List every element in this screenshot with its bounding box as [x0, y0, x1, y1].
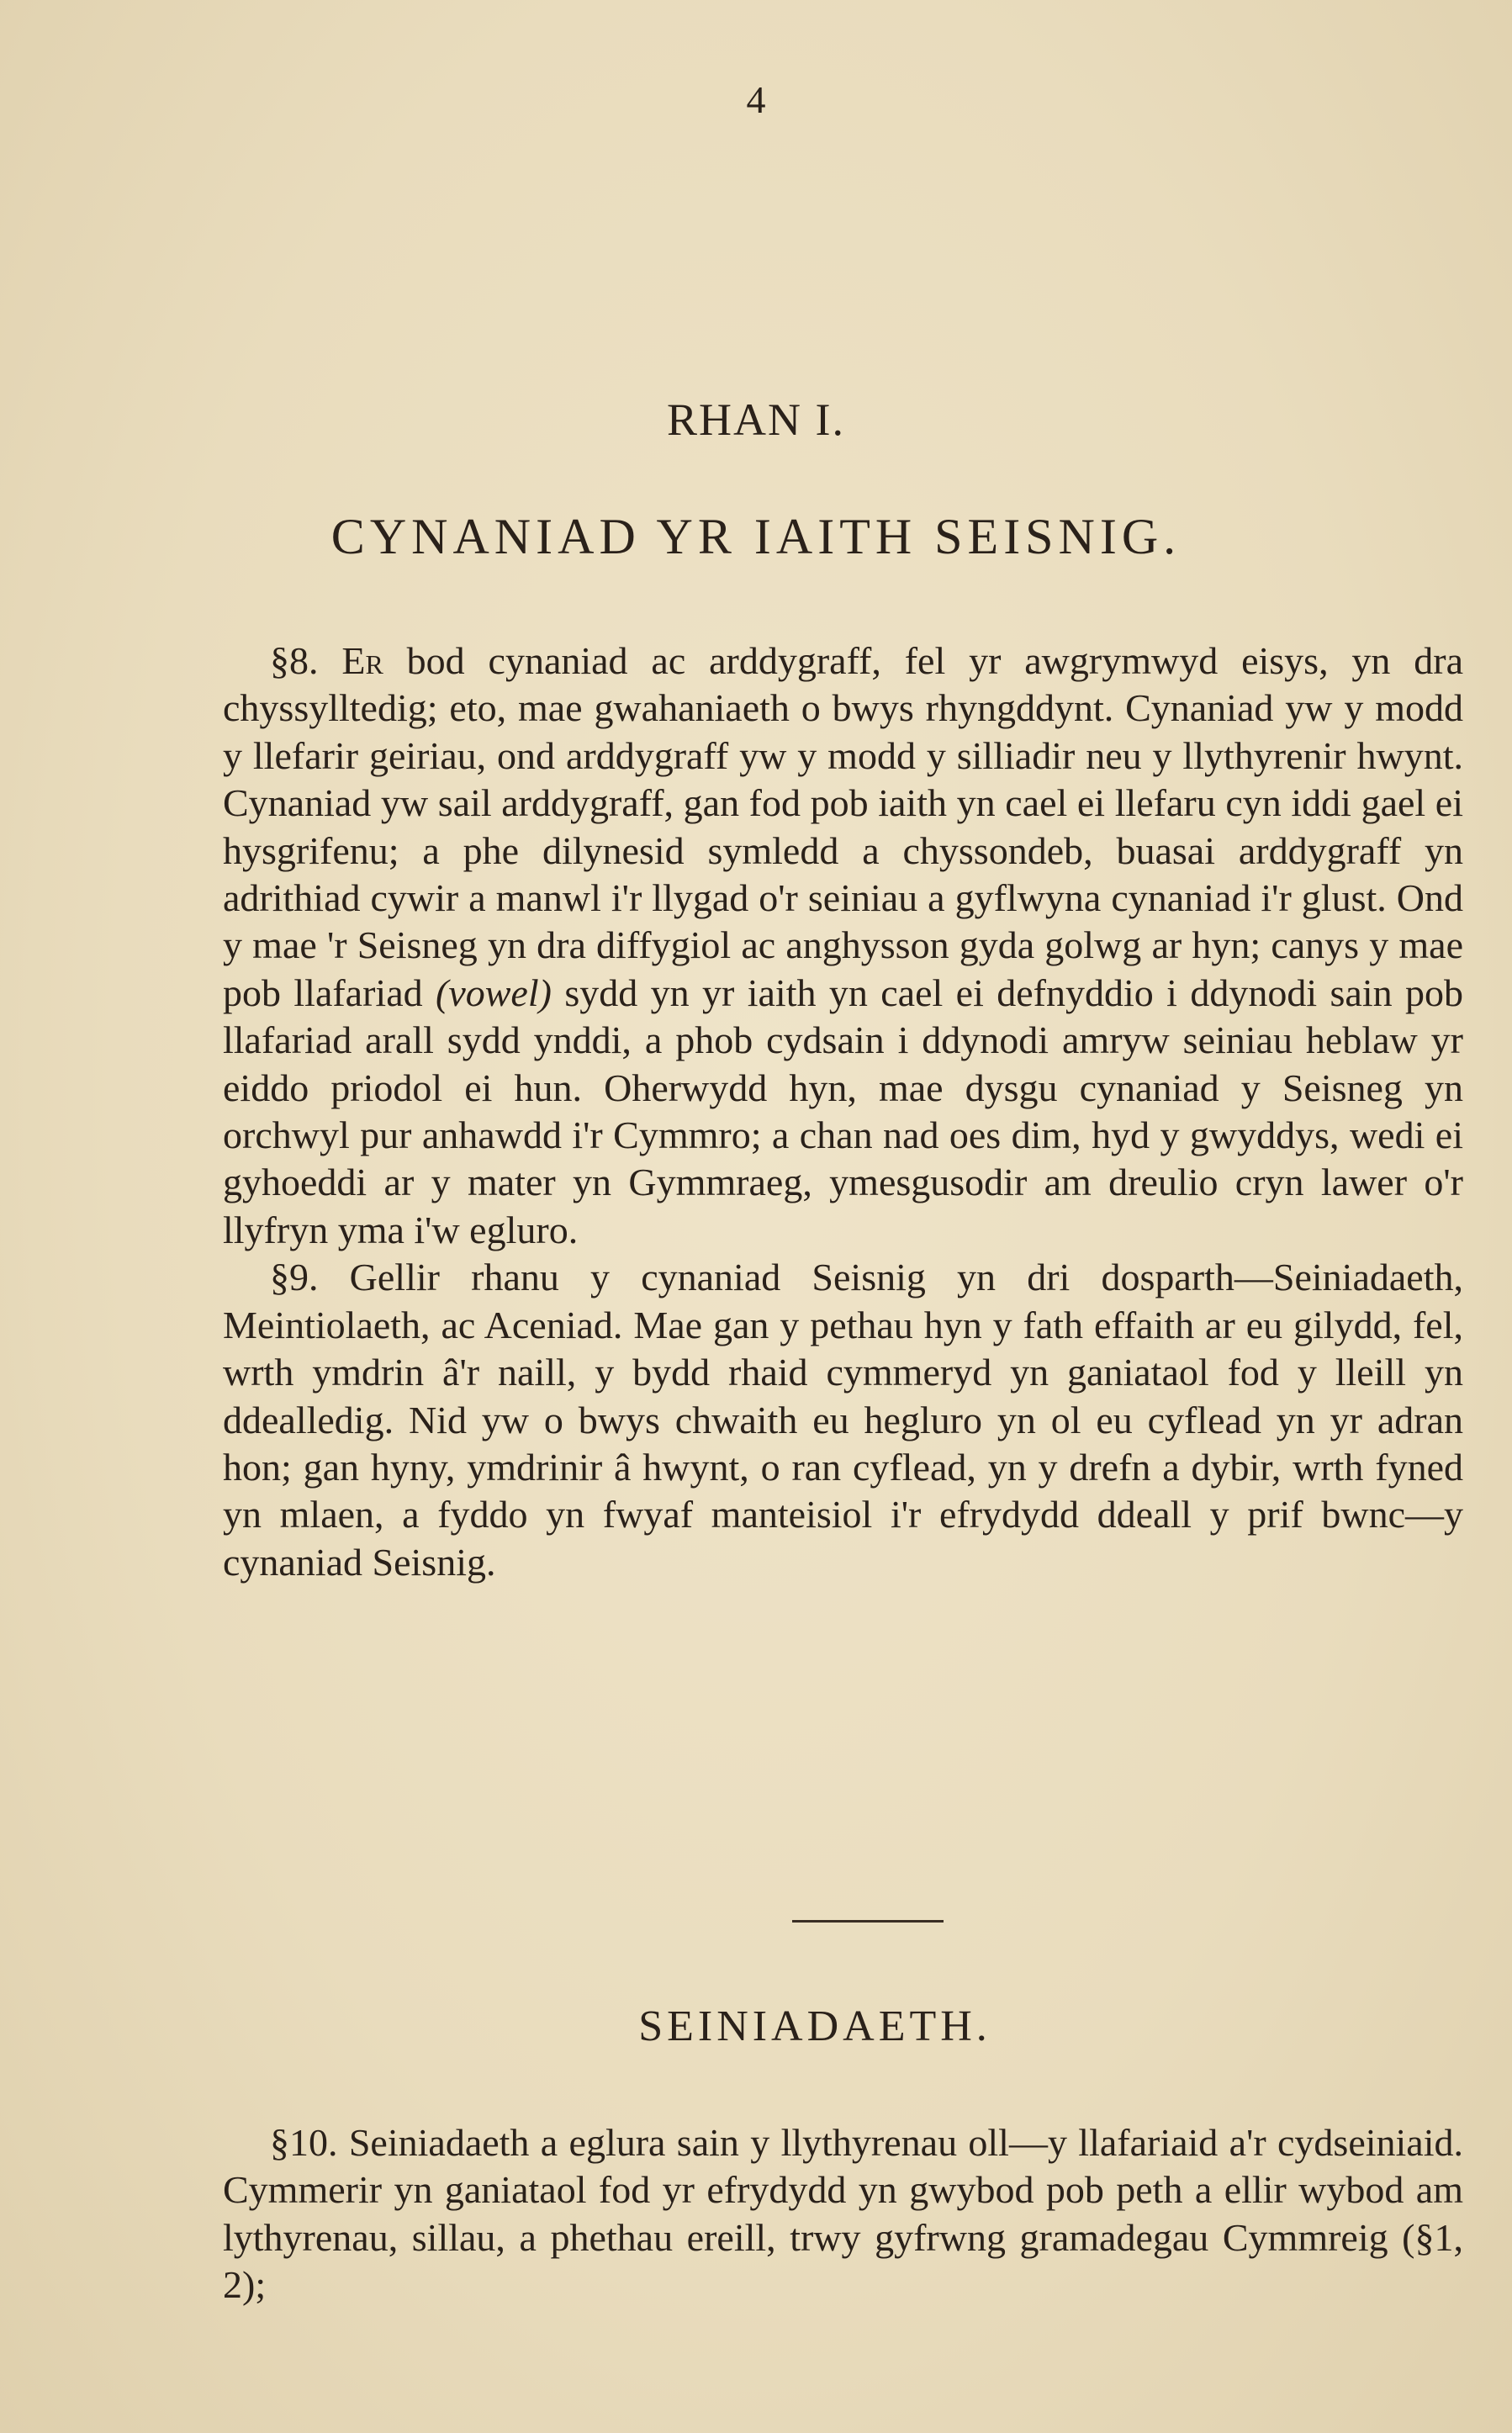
section-mark: §10.	[270, 2121, 338, 2164]
paragraph-text-continued: sydd yn yr iaith yn cael ei defnyddio i ddynodi sain pob llafariad arall sydd ynddi, a phob cydsain i ddynodi amryw seiniau heblaw yr eiddo priodol ei hun. Oherwydd hyn, mae dysgu cynaniad y Seisneg yn orchwyl pur anhawdd i'r Cymmro; a chan nad oes dim, hyd y gwyddys, wedi ei gyhoeddi ar y mater yn Gymmraeg, ymesgusodir am dreulio cryn lawer o'r llyfryn yma i'w egluro.	[223, 971, 1463, 1251]
paragraph-text: Seiniadaeth a eglura sain y llythyrenau oll—y llafariaid a'r cydseiniaid. Cymmerir yn ganiataol fod yr efrydydd yn gwybod pob peth a ellir wybod am lythyrenau, sillau, a phethau ereill, trwy gyfrwng gramadegau Cymmreig (§1, 2);	[223, 2121, 1464, 2307]
paragraph-text: bod cynaniad ac arddygraff, fel yr awgrymwyd eisys, yn dra chyssylltedig; eto, mae gwahaniaeth o bwys rhyngddynt. Cynaniad yw y modd y llefarir geiriau, ond arddygraff yw y modd y silliadir neu y llythyrenir hwynt. Cynaniad yw sail arddygraff, gan fod pob iaith yn cael ei llefaru cyn iddi gael ei hysgrifenu; a phe dilynesid symledd a chyssondeb, buasai arddygraff yn adrithiad cywir a manwl i'r llygad o'r seiniau a gyflwyna cynaniad i'r glust. Ond y mae 'r Seisneg yn dra diffygiol ac anghysson gyda golwg ar hyn; canys y mae pob llafariad	[223, 639, 1464, 1014]
paragraph-10	[223, 2119, 1463, 2309]
section-text-block	[223, 2119, 1463, 2309]
section-mark: §8.	[270, 639, 319, 682]
part-title: RHAN I.	[667, 394, 845, 445]
paragraph-text: Gellir rhanu y cynaniad Seisnig yn dri dosparth—Seiniadaeth, Meintiolaeth, ac Aceniad. Mae gan y pethau hyn y fath effaith ar eu gilydd, fel, wrth ymdrin â'r naill, y bydd rhaid cymmeryd yn ganiataol fod y lleill yn ddealledig. Nid yw o bwys chwaith eu hegluro yn ol eu cyflead yn yr adran hon; gan hyny, ymdrinir â hwynt, o ran cyflead, yn y drefn a dybir, wrth fyned yn mlaen, a fyddo yn fwyaf manteisiol i'r efrydydd ddeall y prif bwnc—y cynaniad Seisnig.	[223, 1256, 1463, 1584]
section-title: SEINIADAETH.	[638, 2002, 991, 2050]
paragraph-9	[223, 1254, 1463, 1586]
paragraph-8	[223, 637, 1463, 1254]
italic-gloss: (vowel)	[436, 971, 552, 1014]
paragraph-lead-word: Er	[341, 639, 383, 682]
chapter-title: CYNANIAD YR IAITH SEISNIG.	[330, 509, 1182, 564]
intro-text-block	[223, 637, 1463, 1586]
page-number: 4	[746, 78, 766, 121]
section-divider	[792, 1920, 944, 1923]
section-mark: §9.	[270, 1256, 319, 1299]
